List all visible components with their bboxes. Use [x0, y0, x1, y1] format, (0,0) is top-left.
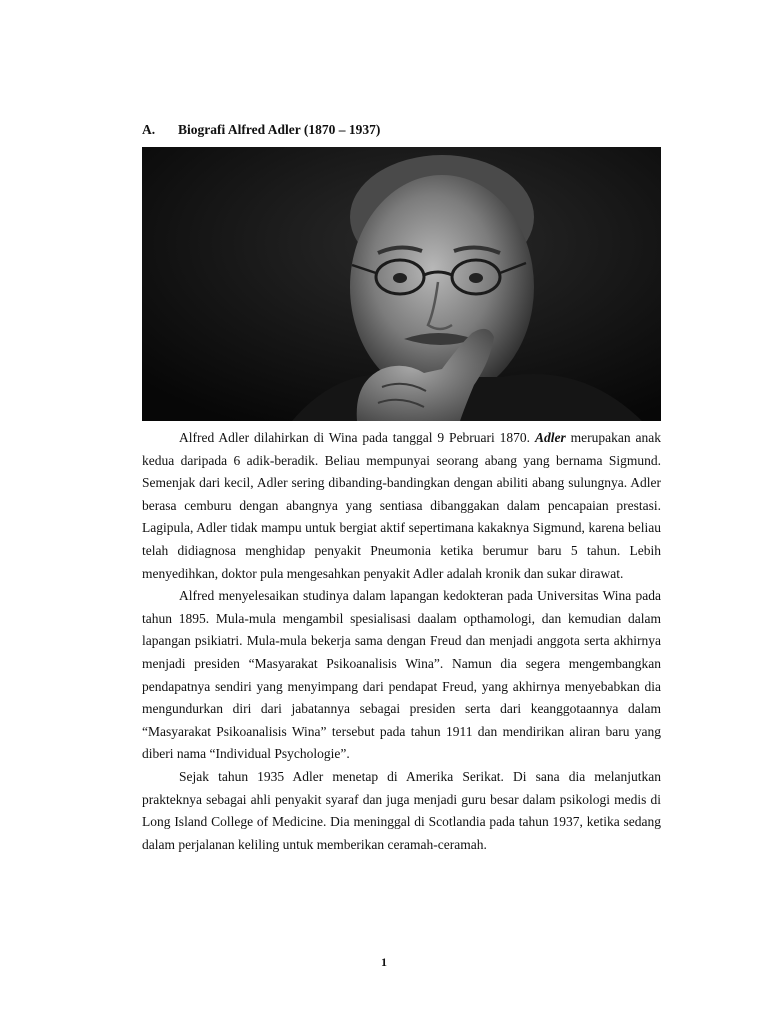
portrait-photo	[142, 147, 661, 421]
section-heading	[142, 122, 380, 138]
biography-text	[142, 427, 661, 856]
page-number: 1	[381, 955, 387, 969]
emphasis-adler: Adler	[534, 430, 566, 445]
paragraph-2: Alfred menyelesaikan studinya dalam lapangan kedokteran pada Universitas Wina pada tahun 1895. Mula-mula mengambil spesialisasi daalam opthamologi, dan kemudian dalam lapangan psikiatri. Mula-mula bekerja sama dengan Freud dan menjadi anggota serta akhirnya menjadi presiden “Masyarakat Psikoanalisis Wina”. Namun dia segera mengembangkan pendapatnya sendiri yang menyimpang dari pendapat Freud, yang akhirnya menyebabkan dia mengundurkan diri dari jabatannya sebagai presiden serta dari keanggotaannya dalam “Masyarakat Psikoanalisis Wina” tersebut pada tahun 1911 dan mendirikan aliran baru yang diberi nama “Individual Psychologie”.	[142, 588, 661, 762]
section-title: Biografi Alfred Adler (1870 – 1937)	[178, 122, 381, 137]
section-number: A.	[142, 122, 156, 137]
paragraph-1: Alfred Adler dilahirkan di Wina pada tanggal 9 Pebruari 1870. Adler merupakan anak kedua daripada 6 adik-beradik. Beliau mempunyai seorang abang yang bernama Sigmund. Semenjak dari kecil, Adler sering dibanding-bandingkan dengan abiliti abang sulungnya. Adler berasa cemburu dengan abangnya yang sentiasa dibanggakan dalam pencapaian prestasi. Lagipula, Adler tidak mampu untuk bergiat aktif sepertimana kakaknya Sigmund, karena beliau telah didiagnosa menghidap penyakit Pneumonia ketika berumur baru 5 tahun. Lebih menyedihkan, doktor pula mengesahkan penyakit Adler adalah kronik dan sukar dirawat.	[142, 430, 661, 581]
paragraph-3: Sejak tahun 1935 Adler menetap di Amerika Serikat. Di sana dia melanjutkan prakteknya sebagai ahli penyakit syaraf dan juga menjadi guru besar dalam psikologi medis di Long Island College of Medicine. Dia meninggal di Scotlandia pada tahun 1937, ketika sedang dalam perjalanan keliling untuk memberikan ceramah-ceramah.	[142, 768, 661, 852]
